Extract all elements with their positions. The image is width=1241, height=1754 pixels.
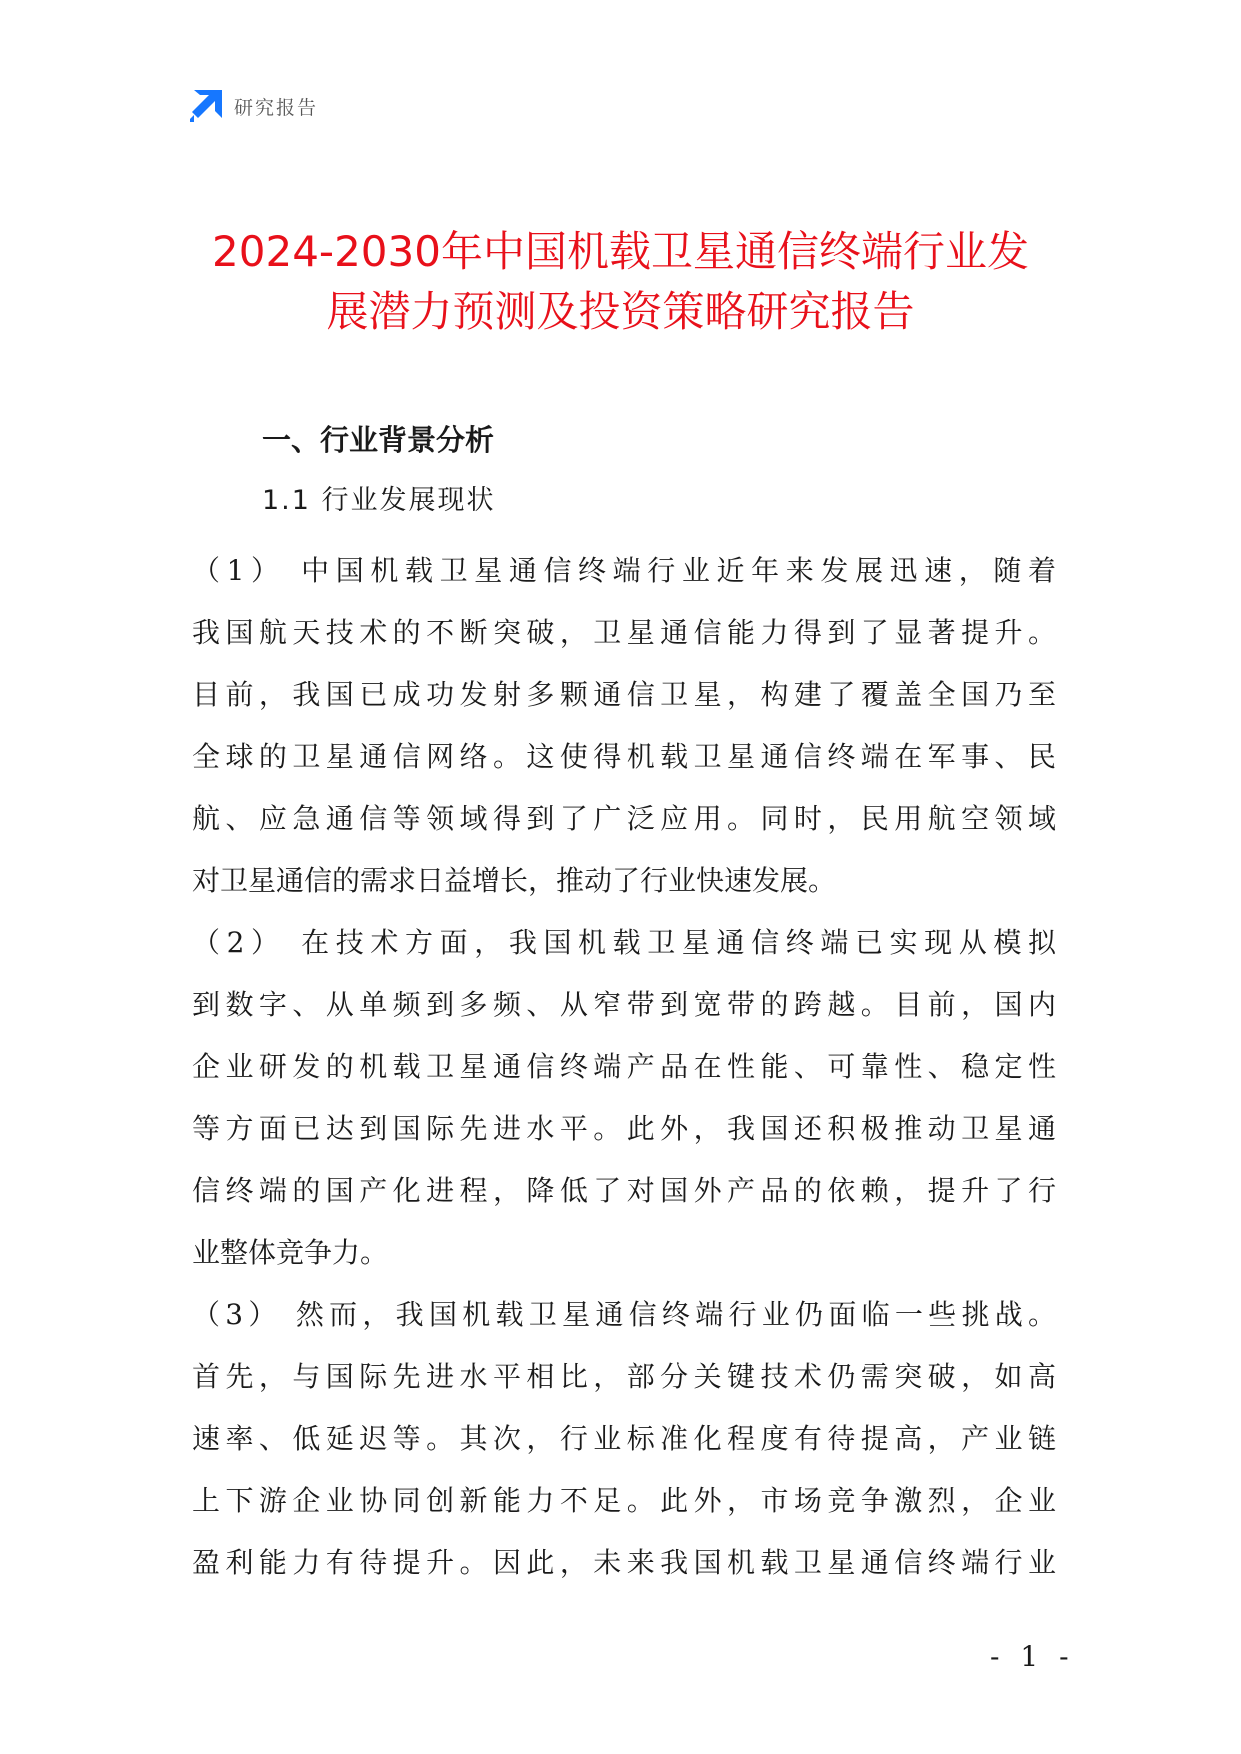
section-heading: 一、行业背景分析 (262, 423, 495, 457)
text-line: 全球的卫星通信网络。这使得机载卫星通信终端在军事、民 (192, 740, 1056, 773)
paragraph-1 (192, 540, 1056, 912)
text-line: 目前，我国已成功发射多颗通信卫星，构建了覆盖全国乃至 (192, 678, 1056, 711)
sub-heading: 1.1 行业发展现状 (262, 485, 496, 516)
text-line: （2） 在技术方面，我国机载卫星通信终端已实现从模拟 (192, 926, 1056, 959)
text-line: 等方面已达到国际先进水平。此外，我国还积极推动卫星通 (192, 1112, 1056, 1145)
text-line: 速率、低延迟等。其次，行业标准化程度有待提高，产业链 (192, 1422, 1056, 1455)
header-label: 研究报告 (234, 96, 319, 119)
paragraph-3 (192, 1284, 1056, 1594)
text-line: （1） 中国机载卫星通信终端行业近年来发展迅速，随着 (192, 554, 1056, 587)
text-line: 信终端的国产化进程，降低了对国外产品的依赖，提升了行 (192, 1174, 1056, 1207)
text-line: 业整体竞争力。 (192, 1236, 389, 1269)
text-line: 盈利能力有待提升。因此，未来我国机载卫星通信终端行业 (192, 1546, 1056, 1579)
text-line: （3） 然而，我国机载卫星通信终端行业仍面临一些挑战。 (192, 1298, 1056, 1331)
title-line-2: 展潜力预测及投资策略研究报告 (326, 287, 915, 336)
text-line: 首先，与国际先进水平相比，部分关键技术仍需突破，如高 (192, 1360, 1056, 1393)
text-line: 对卫星通信的需求日益增长，推动了行业快速发展。 (192, 864, 837, 897)
page-number: - 1 - (990, 1640, 1075, 1673)
report-header (188, 88, 318, 124)
text-line: 上下游企业协同创新能力不足。此外，市场竞争激烈，企业 (192, 1484, 1056, 1517)
title-line-1: 2024-2030年中国机载卫星通信终端行业发 (212, 227, 1029, 276)
arrow-up-right-icon (188, 88, 224, 124)
text-line: 我国航天技术的不断突破，卫星通信能力得到了显著提升。 (192, 616, 1056, 649)
text-line: 航、应急通信等领域得到了广泛应用。同时，民用航空领域 (192, 802, 1056, 835)
body-text (192, 540, 1056, 1594)
paragraph-2 (192, 912, 1056, 1284)
text-line: 到数字、从单频到多频、从窄带到宽带的跨越。目前，国内 (192, 988, 1056, 1021)
text-line: 企业研发的机载卫星通信终端产品在性能、可靠性、稳定性 (192, 1050, 1056, 1083)
report-title (180, 222, 1061, 342)
